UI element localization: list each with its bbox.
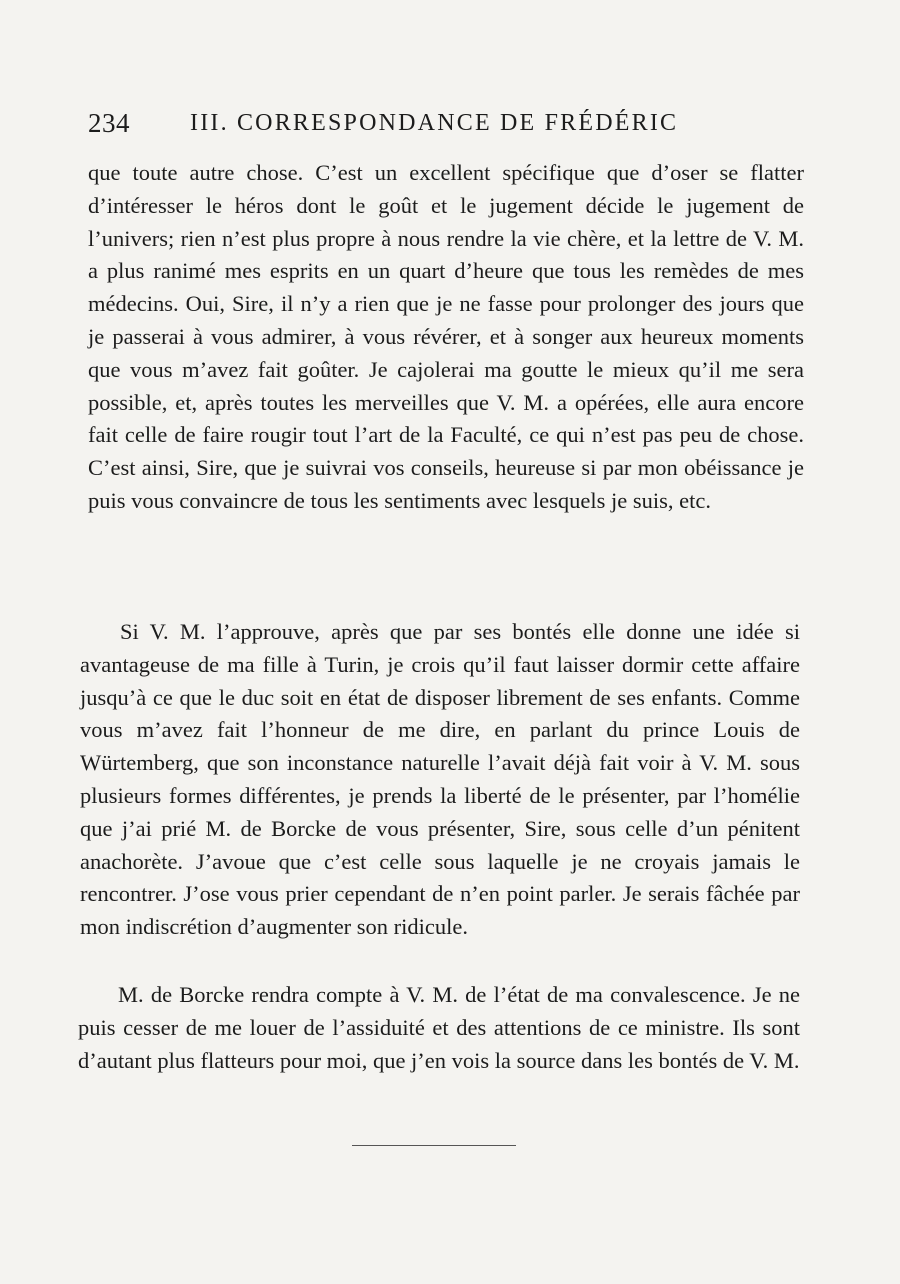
running-head: III. CORRESPONDANCE DE FRÉDÉRIC (190, 110, 679, 136)
postscript-body (80, 616, 800, 944)
page-header (88, 108, 808, 144)
section-end-rule (352, 1145, 516, 1146)
page-number: 234 (88, 108, 130, 138)
letter-body (88, 157, 804, 518)
postscript-body-continued (78, 979, 800, 1077)
paragraph: Si V. M. l’approuve, après que par ses bontés elle donne une idée si avantageuse de ma fille à Turin, je crois qu’il faut laisser dormir cette affaire jusqu’à ce que le duc soit en état de disposer librement de ses enfants. Comme vous m’avez fait l’honneur de me dire, en parlant du prince Louis de Würtemberg, que son inconstance naturelle l’avait déjà fait voir à V. M. sous plusieurs formes différentes, je prends la liberté de le présenter, par l’homélie que j’ai prié M. de Borcke de vous présenter, Sire, sous celle d’un pénitent anachorète. J’avoue que c’est celle sous laquelle je ne croyais jamais le rencontrer. J’ose vous prier cependant de n’en point parler. Je serais fâchée par mon indiscrétion d’augmenter son ridicule. (80, 619, 800, 940)
paragraph: que toute autre chose. C’est un excellent spécifique que d’oser se flatter d’intéresser le héros dont le goût et le jugement décide le jugement de l’univers; rien n’est plus propre à nous rendre la vie chère, et la lettre de V. M. a plus ranimé mes esprits en un quart d’heure que tous les remèdes de mes médecins. Oui, Sire, il n’y a rien que je ne fasse pour prolonger des jours que je passerai à vous admirer, à vous révérer, et à songer aux heureux moments que vous m’avez fait goûter. Je cajolerai ma goutte le mieux qu’il me sera possible, et, après toutes les merveilles que V. M. a opérées, elle aura encore fait celle de faire rougir tout l’art de la Faculté, ce qui n’est pas peu de chose. C’est ainsi, Sire, que je suivrai vos conseils, heureuse si par mon obéissance je puis vous convaincre de tous les sentiments avec lesquels je suis, etc. (88, 160, 804, 513)
paragraph: M. de Borcke rendra compte à V. M. de l’état de ma convalescence. Je ne puis cesser de me louer de l’assiduité et des attentions de ce ministre. Ils sont d’autant plus flatteurs pour moi, que j’en vois la source dans les bontés de V. M. (78, 982, 800, 1073)
